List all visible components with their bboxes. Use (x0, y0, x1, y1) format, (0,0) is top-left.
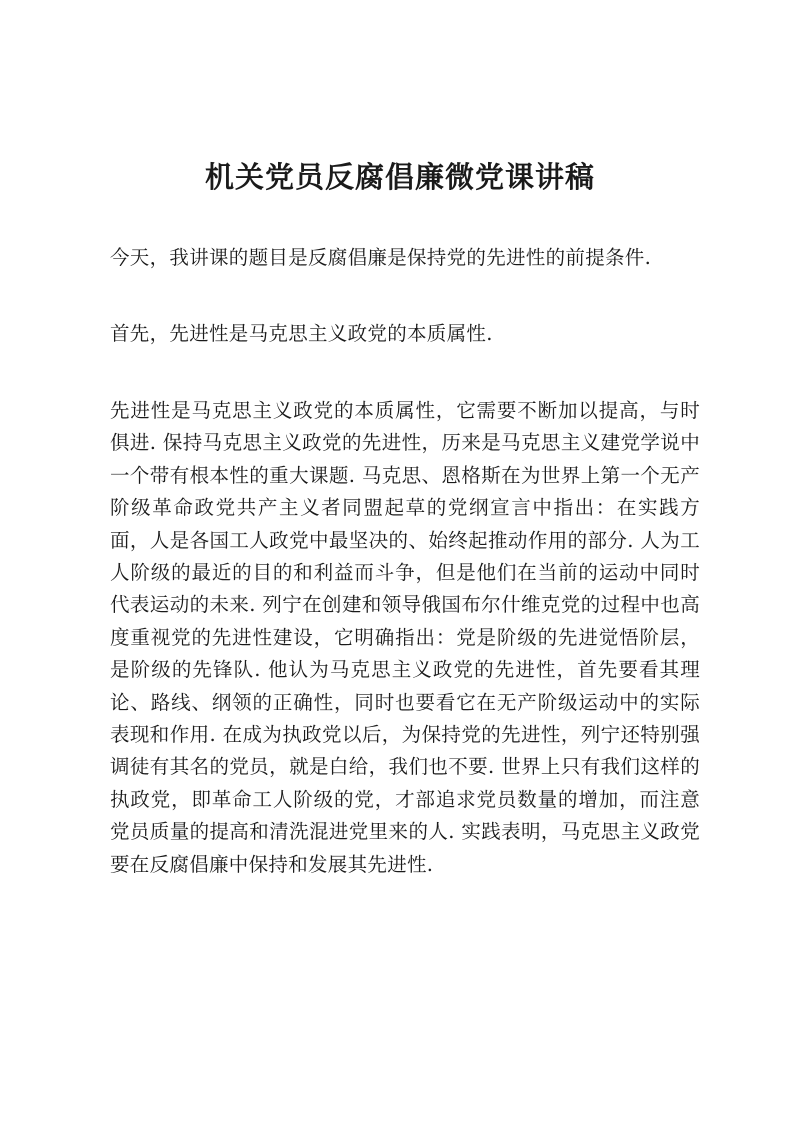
page-title: 机关党员反腐倡廉微党课讲稿 (204, 160, 595, 194)
paragraph-intro: 今天，我讲课的题目是反腐倡廉是保持党的先进性的前提条件. (110, 246, 652, 269)
paragraph-first-point: 首先，先进性是马克思主义政党的本质属性. (110, 322, 493, 345)
paragraph-body: 先进性是马克思主义政党的本质属性，它需要不断加以提高，与时俱进. 保持马克思主义政党的先进性，历来是马克思主义建党学说中一个带有根本性的重大课题. 马克思、恩格斯在为世界上第一个无产阶级革命政党共产主义者同盟起草的党纲宣言中指出：在实践方面，人是各国工人政党中最坚决的、始终起推动作用的部分. 人为工人阶级的最近的目的和利益而斗争，但是他们在当前的运动中同时代表运动的未来. 列宁在创建和领导俄国布尔什维克党的过程中也高度重视党的先进性建设，它明确指出：党是阶级的先进觉悟阶层，是阶级的先锋队. 他认为马克思主义政党的先进性，首先要看其理论、路线、纲领的正确性，同时也要看它在无产阶级运动中的实际表现和作用. 在成为执政党以后，为保持党的先进性，列宁还特别强调徒有其名的党员，就是白给，我们也不要. 世界上只有我们这样的执政党，即革命工人阶级的党，才部追求党员数量的增加，而注意党员质量的提高和清洗混进党里来的人. 实践表明，马克思主义政党要在反腐倡廉中保持和发展其先进性. (110, 399, 700, 876)
